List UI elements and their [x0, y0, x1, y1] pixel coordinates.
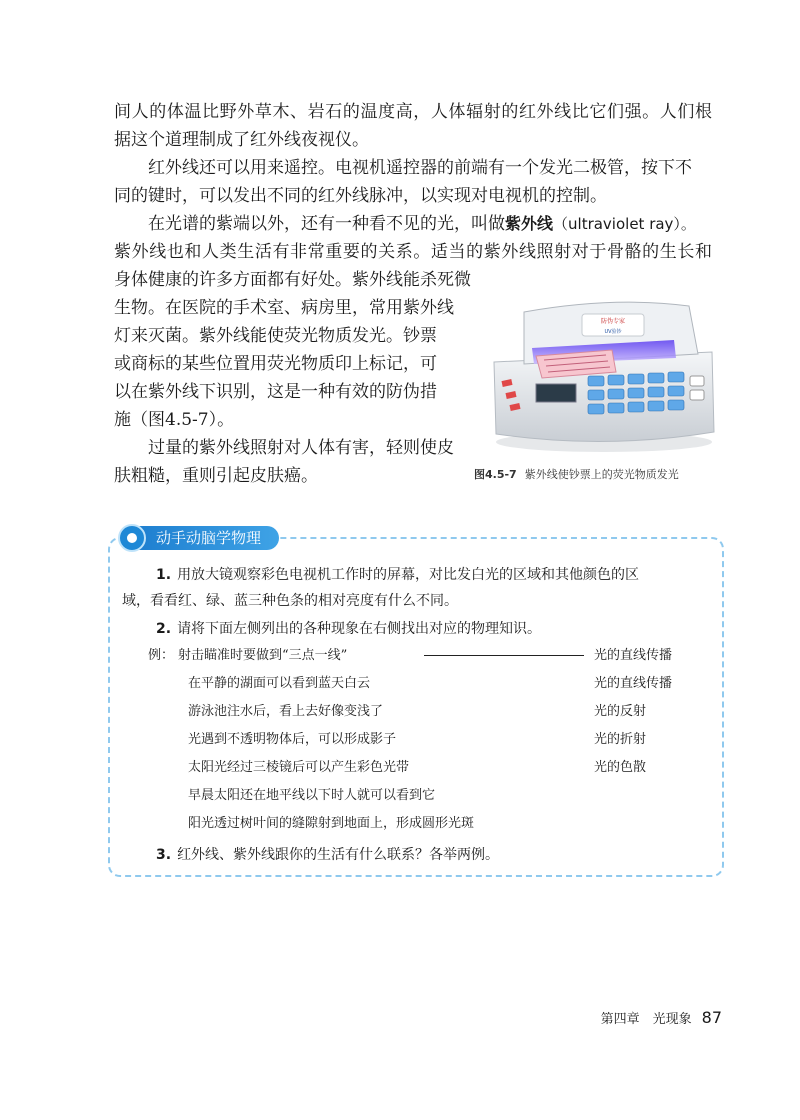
physics-concept: 光的反射	[594, 704, 647, 719]
figure-uv-detector	[484, 292, 722, 460]
text-line: 灯来灭菌。紫外线能使荧光物质发光。钞票	[114, 326, 437, 346]
phenomenon-item: 在平静的湖面可以看到蓝天白云	[188, 676, 371, 691]
physics-concept: 光的直线传播	[594, 676, 673, 691]
phenomenon-item: 射击瞄准时要做到“三点一线”	[178, 648, 348, 663]
uv-detector-illustration	[484, 292, 722, 460]
text-line: 施（图4.5-7）。	[114, 410, 235, 430]
question-2	[122, 616, 710, 642]
paragraph-remote-control	[114, 154, 712, 210]
page-number: 87	[701, 1008, 722, 1027]
phenomenon-item: 阳光透过树叶间的缝隙射到地面上，形成圆形光斑	[188, 816, 475, 831]
phenomenon-item: 早晨太阳还在地平线以下时人就可以看到它	[188, 788, 436, 803]
text-line	[114, 210, 712, 238]
text-line: 身体健康的许多方面都有好处。紫外线能杀死微	[114, 270, 471, 290]
question-3	[122, 842, 710, 868]
text-line	[122, 616, 710, 642]
phenomenon-item: 游泳池注水后，看上去好像变浅了	[188, 704, 384, 719]
figure-caption	[474, 466, 724, 482]
question-number: 2.	[156, 621, 172, 637]
english-term: （ultraviolet ray）。	[553, 215, 696, 233]
text-line: 据这个道理制成了红外线夜视仪。	[114, 130, 369, 150]
example-label: 例：	[148, 648, 175, 663]
activity-header	[118, 523, 279, 553]
text-line: 紫外线也和人类生活有非常重要的关系。适当的紫外线照射对于骨骼的生长和	[114, 242, 712, 262]
keyword-ultraviolet: 紫外线	[505, 214, 554, 233]
figure-caption-text: 紫外线使钞票上的荧光物质发光	[524, 468, 679, 481]
question-1	[122, 562, 710, 614]
chapter-title: 第四章 光现象	[600, 1012, 692, 1027]
target-icon	[118, 524, 146, 552]
physics-concept: 光的色散	[594, 760, 647, 775]
physics-concept: 光的折射	[594, 732, 647, 747]
text-span: 红外线、紫外线跟你的生活有什么联系？各举两例。	[177, 847, 500, 863]
text-line: 生物。在医院的手术室、病房里，常用紫外线	[114, 298, 454, 318]
text-span: 请将下面左侧列出的各种现象在右侧找出对应的物理知识。	[177, 621, 542, 637]
activity-title: 动手动脑学物理	[138, 526, 279, 550]
phenomenon-item: 光遇到不透明物体后，可以形成影子	[188, 732, 397, 747]
device-model-text: UV验钞	[604, 329, 622, 335]
text-line: 间人的体温比野外草木、岩石的温度高，人体辐射的红外线比它们强。人们根	[114, 102, 712, 122]
text-line: 或商标的某些位置用荧光物质印上标记，可	[114, 354, 437, 374]
example-connector-line	[424, 655, 584, 656]
question-number: 3.	[156, 847, 172, 863]
device-brand-text: 防伪专家	[600, 318, 626, 325]
text-line: 同的键时，可以发出不同的红外线脉冲，以实现对电视机的控制。	[114, 186, 607, 206]
text-span: 在光谱的紫端以外，还有一种看不见的光，叫做	[148, 214, 505, 234]
text-line	[122, 842, 710, 868]
phenomenon-item: 太阳光经过三棱镜后可以产生彩色光带	[188, 760, 410, 775]
text-line: 以在紫外线下识别，这是一种有效的防伪措	[114, 382, 437, 402]
physics-concept: 光的直线传播	[594, 648, 673, 663]
question-number: 1.	[156, 567, 172, 583]
text-line: 过量的紫外线照射对人体有害，轻则使皮	[148, 438, 454, 458]
figure-number: 图4.5-7	[474, 468, 517, 481]
text-line: 红外线还可以用来遥控。电视机遥控器的前端有一个发光二极管，按下不	[148, 158, 692, 178]
text-line	[122, 562, 710, 588]
paragraph-night-vision	[114, 98, 712, 154]
text-line: 肤粗糙，重则引起皮肤癌。	[114, 466, 318, 486]
page-footer	[601, 1008, 722, 1027]
text-line: 域，看看红、绿、蓝三种色条的相对亮度有什么不同。	[122, 593, 458, 609]
text-span: 用放大镜观察彩色电视机工作时的屏幕，对比发白光的区域和其他颜色的区	[177, 567, 640, 583]
